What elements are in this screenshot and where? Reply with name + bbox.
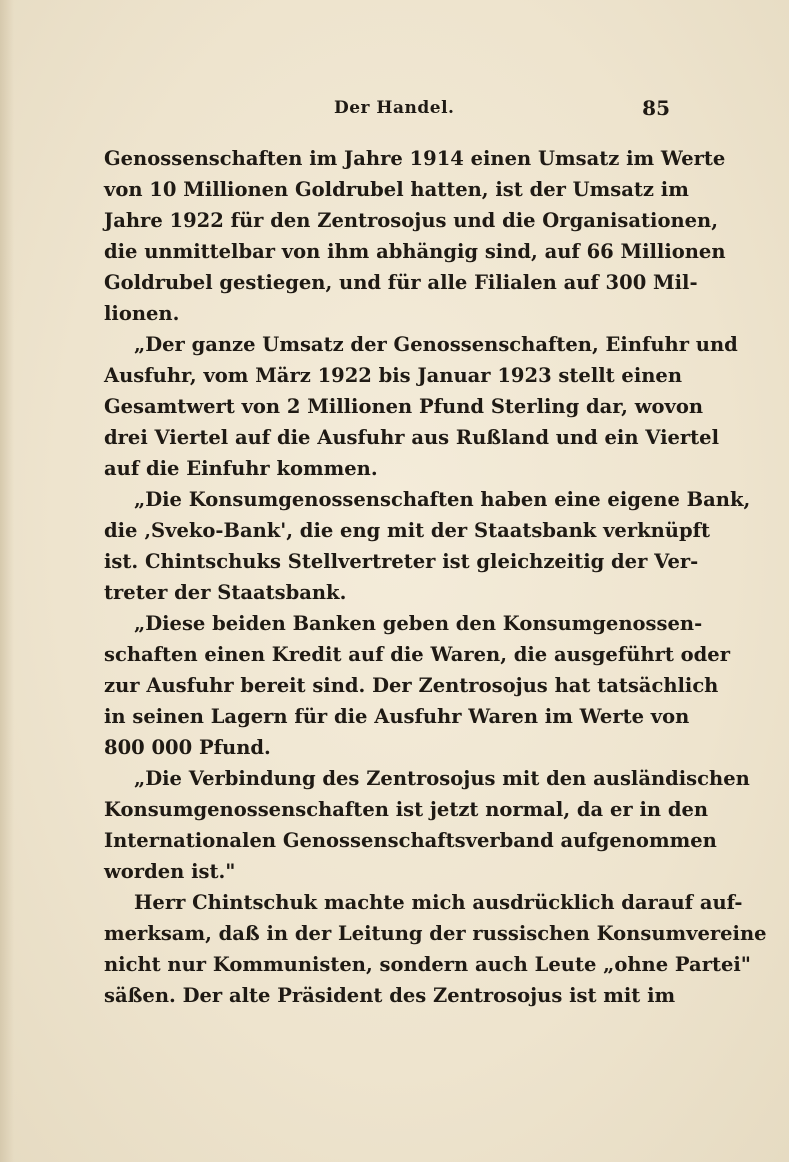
text-line: Genossenschaften im Jahre 1914 einen Umsatz im Werte — [104, 147, 726, 170]
text-line: Ausfuhr, vom März 1922 bis Januar 1923 stellt einen — [104, 364, 683, 387]
page-edge-shadow — [0, 0, 14, 1162]
body-text — [104, 143, 767, 1011]
text-line: in seinen Lagern für die Ausfuhr Waren im Werte von — [104, 705, 690, 728]
text-line: die ‚Sveko-Bank', die eng mit der Staatsbank verknüpft — [104, 519, 710, 542]
text-line: lionen. — [104, 302, 180, 325]
running-head: Der Handel. — [334, 98, 455, 118]
text-line: nicht nur Kommunisten, sondern auch Leute „ohne Partei" — [104, 953, 751, 976]
page-number: 85 — [642, 96, 670, 120]
text-line: „Der ganze Umsatz der Genossenschaften, Einfuhr und — [134, 333, 738, 356]
text-line: schaften einen Kredit auf die Waren, die ausgeführt oder — [104, 643, 730, 666]
text-line: die unmittelbar von ihm abhängig sind, auf 66 Millionen — [104, 240, 726, 263]
text-line: ist. Chintschuks Stellvertreter ist gleichzeitig der Ver- — [104, 550, 699, 573]
text-line: treter der Staatsbank. — [104, 581, 347, 604]
text-line: drei Viertel auf die Ausfuhr aus Rußland und ein Viertel — [104, 426, 719, 449]
text-line: „Diese beiden Banken geben den Konsumgenossen- — [134, 612, 703, 635]
text-line: Jahre 1922 für den Zentrosojus und die Organisationen, — [104, 209, 719, 232]
text-line: worden ist." — [104, 860, 236, 883]
text-line: Goldrubel gestiegen, und für alle Filialen auf 300 Mil- — [104, 271, 698, 294]
text-line: 800 000 Pfund. — [104, 736, 271, 759]
text-line: Gesamtwert von 2 Millionen Pfund Sterling dar, wovon — [104, 395, 704, 418]
text-line: Konsumgenossenschaften ist jetzt normal, da er in den — [104, 798, 709, 821]
text-line: säßen. Der alte Präsident des Zentrosojus ist mit im — [104, 984, 676, 1007]
text-line: Internationalen Genossenschaftsverband aufgenommen — [104, 829, 717, 852]
text-line: von 10 Millionen Goldrubel hatten, ist der Umsatz im — [104, 178, 689, 201]
page-header — [104, 96, 670, 126]
text-line: Herr Chintschuk machte mich ausdrücklich darauf auf- — [134, 891, 743, 914]
text-line: „Die Verbindung des Zentrosojus mit den ausländischen — [134, 767, 750, 790]
text-line: auf die Einfuhr kommen. — [104, 457, 378, 480]
text-line: zur Ausfuhr bereit sind. Der Zentrosojus hat tatsächlich — [104, 674, 719, 697]
text-line: merksam, daß in der Leitung der russischen Konsumvereine — [104, 922, 767, 945]
text-line: „Die Konsumgenossenschaften haben eine eigene Bank, — [134, 488, 751, 511]
